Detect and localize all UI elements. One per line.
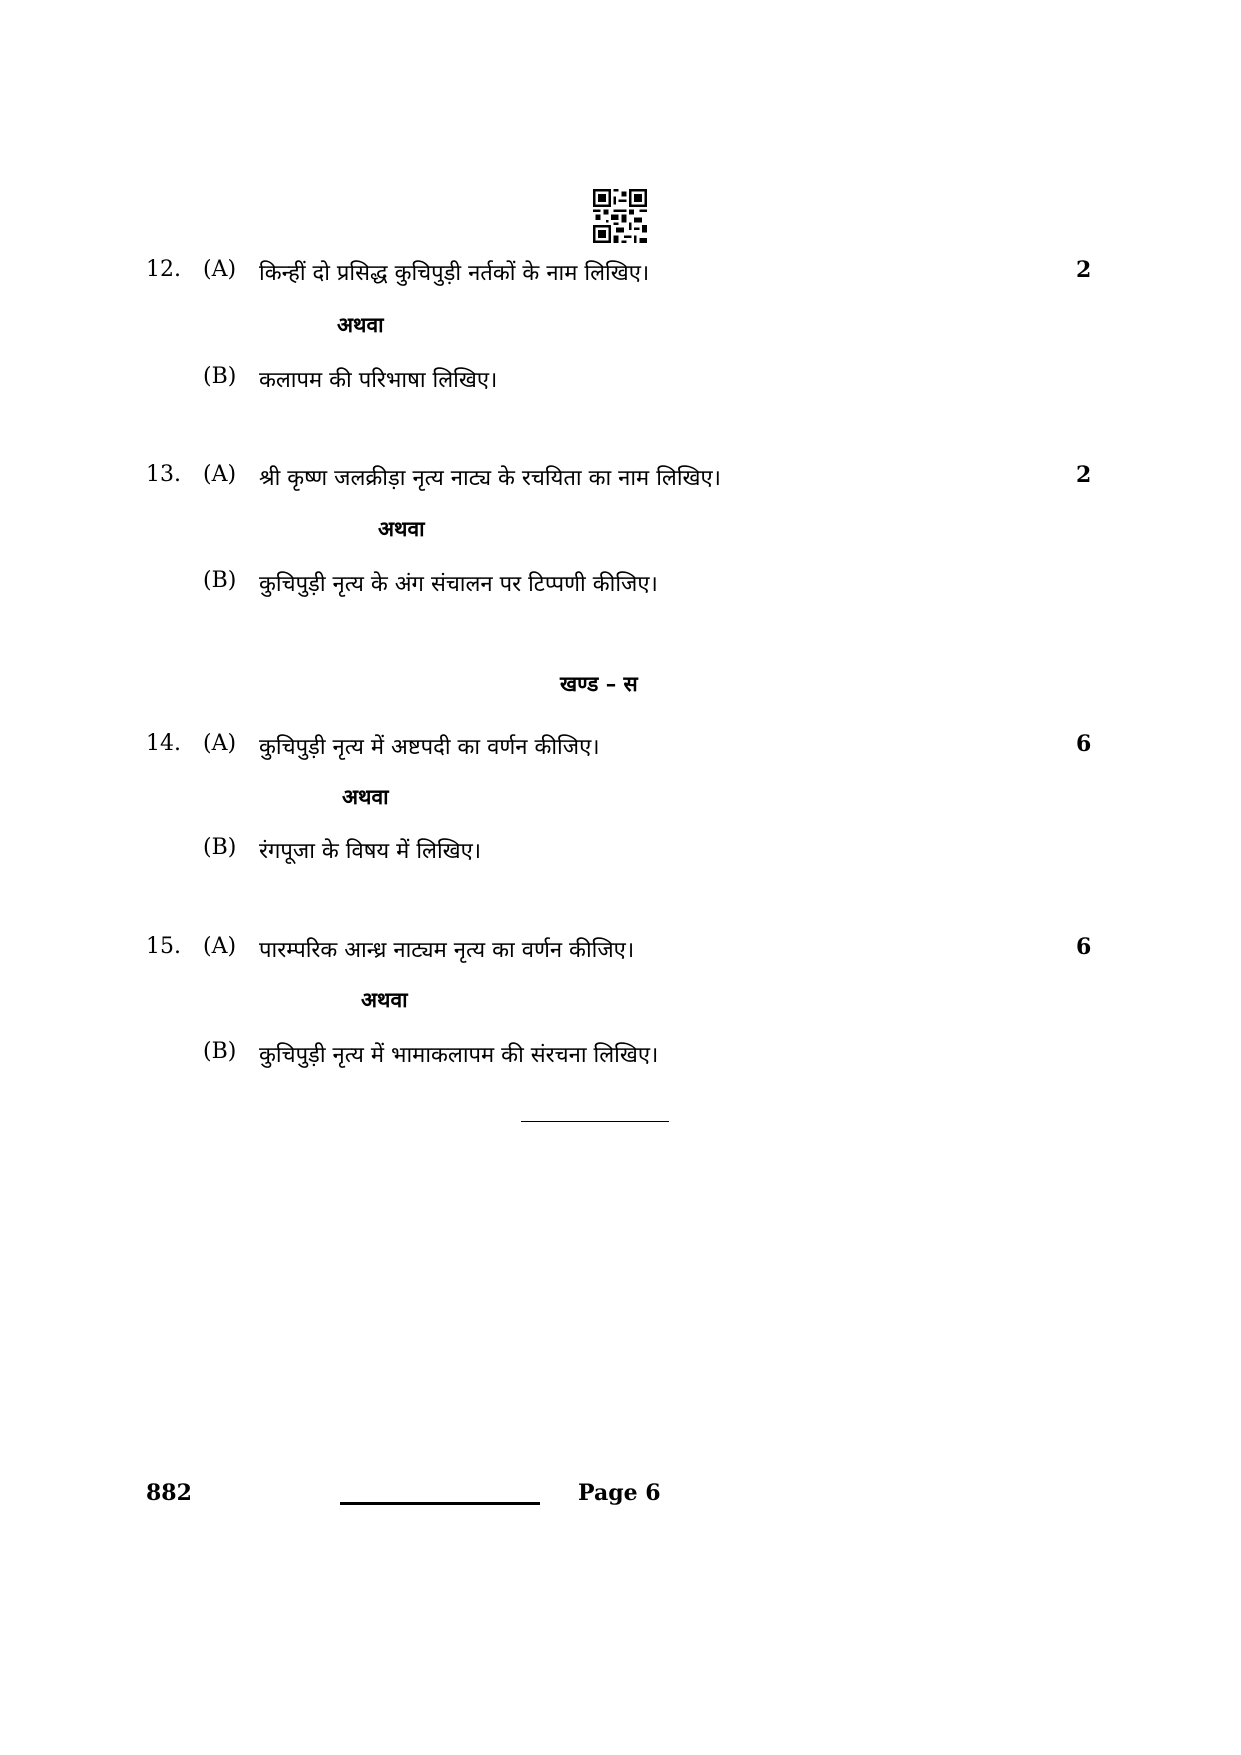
- question-text-a: श्री कृष्ण जलक्रीड़ा नृत्य नाट्य के रचयिता का नाम लिखिए।: [259, 466, 722, 491]
- qr-code: [593, 189, 647, 243]
- question-marks: 6: [1076, 731, 1092, 757]
- or-label: अथवा: [337, 312, 384, 337]
- option-b-label: (B): [203, 364, 237, 389]
- question-text-a: पारम्परिक आन्ध्र नाट्यम नृत्य का वर्णन कीजिए।: [259, 938, 635, 963]
- question-number: 14.: [146, 731, 181, 756]
- question-text-b: कलापम की परिभाषा लिखिए।: [259, 368, 498, 393]
- question-text-b: कुचिपुड़ी नृत्य के अंग संचालन पर टिप्पणी कीजिए।: [259, 572, 658, 597]
- question-number: 15.: [146, 934, 181, 959]
- option-a-label: (A): [203, 934, 237, 959]
- option-b-label: (B): [203, 568, 237, 593]
- question-text-a: कुचिपुड़ी नृत्य में अष्टपदी का वर्णन कीजिए।: [259, 735, 600, 760]
- option-b-label: (B): [203, 835, 237, 860]
- question-number: 13.: [146, 462, 181, 487]
- page-number: Page 6: [578, 1480, 661, 1506]
- or-label: अथवा: [342, 784, 389, 809]
- or-label: अथवा: [361, 987, 408, 1012]
- question-marks: 6: [1076, 934, 1092, 960]
- option-a-label: (A): [203, 731, 237, 756]
- question-number: 12.: [146, 257, 181, 282]
- question-marks: 2: [1076, 462, 1092, 488]
- paper-code: 882: [146, 1480, 192, 1506]
- end-of-paper-rule: [521, 1121, 669, 1122]
- question-text-b: रंगपूजा के विषय में लिखिए।: [259, 839, 482, 864]
- option-a-label: (A): [203, 257, 237, 282]
- question-text-a: किन्हीं दो प्रसिद्ध कुचिपुड़ी नर्तकों के नाम लिखिए।: [259, 261, 650, 286]
- question-marks: 2: [1076, 257, 1092, 283]
- question-text-b: कुचिपुड़ी नृत्य में भामाकलापम की संरचना लिखिए।: [259, 1043, 659, 1068]
- option-b-label: (B): [203, 1039, 237, 1064]
- option-a-label: (A): [203, 462, 237, 487]
- footer-divider: [340, 1502, 540, 1505]
- or-label: अथवा: [378, 516, 425, 541]
- section-heading: खण्ड – स: [560, 671, 638, 696]
